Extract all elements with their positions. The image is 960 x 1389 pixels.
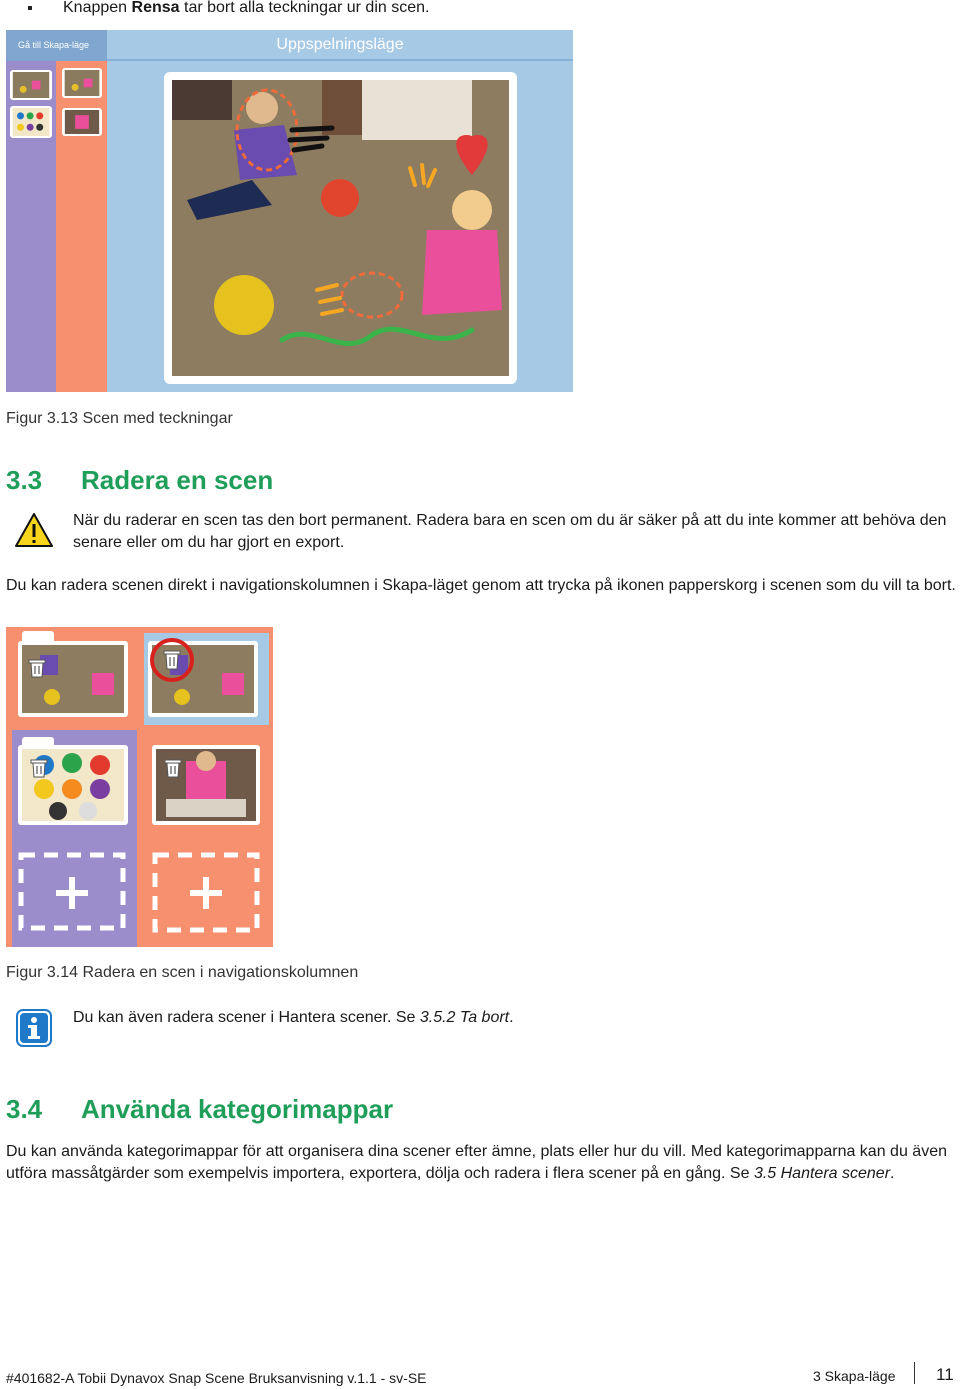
figure-caption-3-14: Figur 3.14 Radera en scen i navigationskolumnen [6, 964, 359, 981]
section-title-3-3: Radera en scen [81, 465, 274, 495]
plus-icon [152, 851, 260, 933]
bullet-text: Knappen Rensa tar bort alla teckningar ur din scen. [63, 0, 430, 16]
scene-thumbnail-image [64, 70, 100, 96]
scene-thumbnail[interactable] [62, 108, 102, 136]
add-category-button[interactable] [18, 847, 126, 931]
trash-icon[interactable] [28, 755, 50, 779]
scene-photo-image [172, 80, 509, 376]
scene-thumbnail[interactable] [10, 106, 52, 138]
scene-photo-frame [164, 72, 517, 384]
scene-thumbnail-image [64, 110, 100, 134]
goto-create-mode-button[interactable]: Gå till Skapa-läge [6, 30, 107, 61]
plus-icon [18, 847, 126, 931]
folder-tab [22, 631, 54, 641]
footer-chapter: 3 Skapa-läge [813, 1368, 896, 1384]
balls-thumbnail-image [12, 108, 50, 136]
trash-icon[interactable] [162, 755, 184, 779]
footer-divider [914, 1362, 915, 1384]
info-text: Du kan även radera scener i Hantera scener. Se 3.5.2 Ta bort. [73, 1009, 514, 1026]
add-scene-button[interactable] [152, 851, 260, 933]
warning-text: När du raderar en scen tas den bort permanent. Radera bara en scen om du är säker på att du inte kommer att behöva den senare eller om du har gjort en export. [73, 512, 947, 551]
scene-thumbnail-image [12, 72, 50, 98]
trash-icon[interactable] [26, 655, 48, 679]
scene-thumbnail[interactable] [62, 68, 102, 98]
section-3-4-paragraph: Du kan använda kategorimappar för att organisera dina scener efter ämne, plats eller hur du vill. Med kategorimapparna kan du även utföra massåtgärder som exempelvis importera, exportera, dölja och radera i flera scener på en gång. Se 3.5 Hantera scener. [6, 1143, 947, 1182]
section-reference-link[interactable]: 3.5 Hantera scener [753, 1165, 891, 1182]
info-reference-link[interactable]: 3.5.2 Ta bort [419, 1009, 510, 1026]
mode-title: Uppspelningsläge [276, 36, 404, 53]
footer-document-id: #401682-A Tobii Dynavox Snap Scene Bruksanvisning v.1.1 - sv-SE [6, 1370, 427, 1386]
warning-icon [14, 512, 54, 548]
figure-navigation-column [6, 627, 273, 947]
section-title-3-4: Använda kategorimappar [81, 1094, 394, 1124]
info-icon [16, 1009, 52, 1047]
scene-thumbnail[interactable] [10, 70, 52, 100]
rensa-label: Rensa [131, 0, 180, 16]
section-3-3-paragraph: Du kan radera scenen direkt i navigationskolumnen i Skapa-läget genom att trycka på ikonen papperskorg i scenen som du vill ta bort. [6, 577, 956, 594]
section-number-3-3: 3.3 [6, 465, 43, 495]
footer-page-number: 11 [936, 1365, 954, 1384]
figure-caption-3-13: Figur 3.13 Scen med teckningar [6, 410, 233, 427]
section-number-3-4: 3.4 [6, 1094, 43, 1124]
trash-icon-highlighted[interactable] [146, 637, 198, 683]
scene-photo[interactable] [172, 80, 509, 376]
bullet-marker [28, 6, 32, 10]
figure-scene-with-drawings [6, 30, 573, 392]
